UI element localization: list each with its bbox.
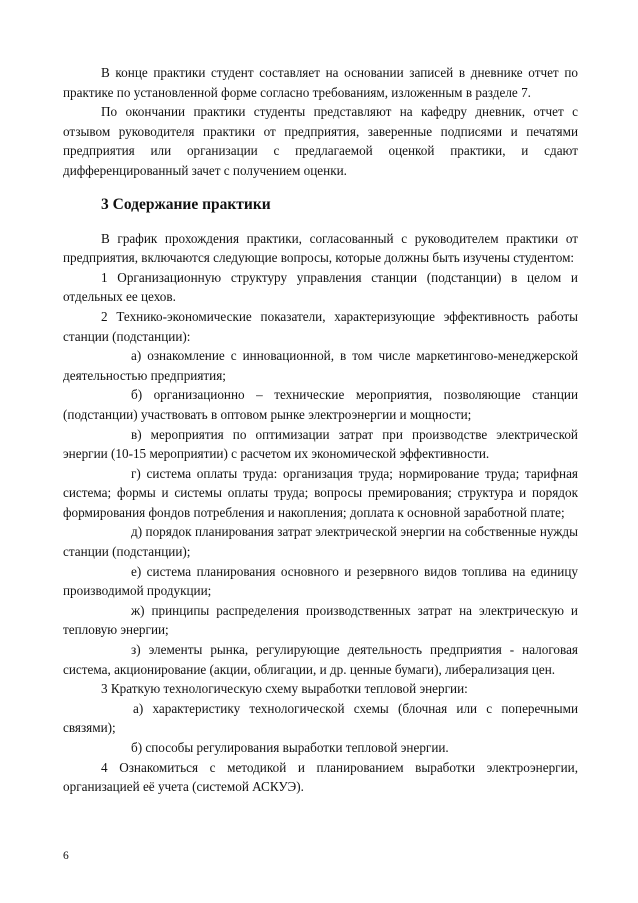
list-item-3: 3 Краткую технологическую схему выработки тепловой энергии: — [101, 681, 468, 697]
list-item-2v: в) мероприятия по оптимизации затрат при производстве электрической энергии (10-15 мероприятии) с расчетом их экономической эффективности. — [63, 426, 578, 462]
paragraph-submission: По окончании практики студенты представляют на кафедру дневник, отчет с отзывом руководителя практики от предприятия, заверенные подписями и печатями предприятия или организации с предлагаемой оценкой практики, и сдают дифференцированный зачет с получением оценки. — [63, 104, 578, 178]
list-item-4: 4 Ознакомиться с методикой и планированием выработки электроэнергии, организацией её учета (системой АСКУЭ). — [63, 759, 578, 795]
list-item-2b: б) организационно – технические мероприятия, позволяющие станции (подстанции) участвовать в оптовом рынке электроэнергии и мощности; — [63, 387, 578, 422]
section-intro: В график прохождения практики, согласованный с руководителем практики от предприятия, включаются следующие вопросы, которые должны быть изучены студентом: — [63, 230, 578, 266]
document-page — [63, 63, 578, 797]
list-item-2: 2 Технико-экономические показатели, характеризующие эффективность работы станции (подстанции): — [63, 308, 578, 344]
list-item-2d: д) порядок планирования затрат электрической энергии на собственные нужды станции (подстанции); — [63, 524, 578, 560]
paragraph-report: В конце практики студент составляет на основании записей в дневнике отчет по практике по установленной форме согласно требованиям, изложенным в разделе 7. — [63, 65, 578, 100]
list-item-1: 1 Организационную структуру управления станции (подстанции) в целом и отдельных ее цехов. — [63, 269, 578, 305]
section-heading: 3 Содержание практики — [101, 195, 271, 213]
list-item-2g: г) система оплаты труда: организация труда; нормирование труда; тарифная система; формы и системы оплаты труда; вопросы премирования; структура и порядок формирования фондов потребления и накопления; доплата к основной заработной плате; — [63, 465, 578, 520]
list-item-3a: а) характеристику технологической схемы (блочная или с поперечными связями); — [63, 700, 578, 736]
page-number: 6 — [63, 850, 69, 862]
list-item-3b: б) способы регулирования выработки тепловой энергии. — [131, 740, 449, 755]
list-item-2zh: ж) принципы распределения производственных затрат на электрическую и тепловую энергии; — [63, 602, 578, 638]
list-item-2e: е) система планирования основного и резервного видов топлива на единицу производимой продукции; — [63, 563, 578, 599]
list-item-2a: а) ознакомление с инновационной, в том числе маркетингово-менеджерской деятельностью предприятия; — [63, 348, 578, 383]
list-item-2z: з) элементы рынка, регулирующие деятельность предприятия - налоговая система, акционирование (акции, облигации, и др. ценные бумаги), либерализация цен. — [63, 642, 578, 677]
